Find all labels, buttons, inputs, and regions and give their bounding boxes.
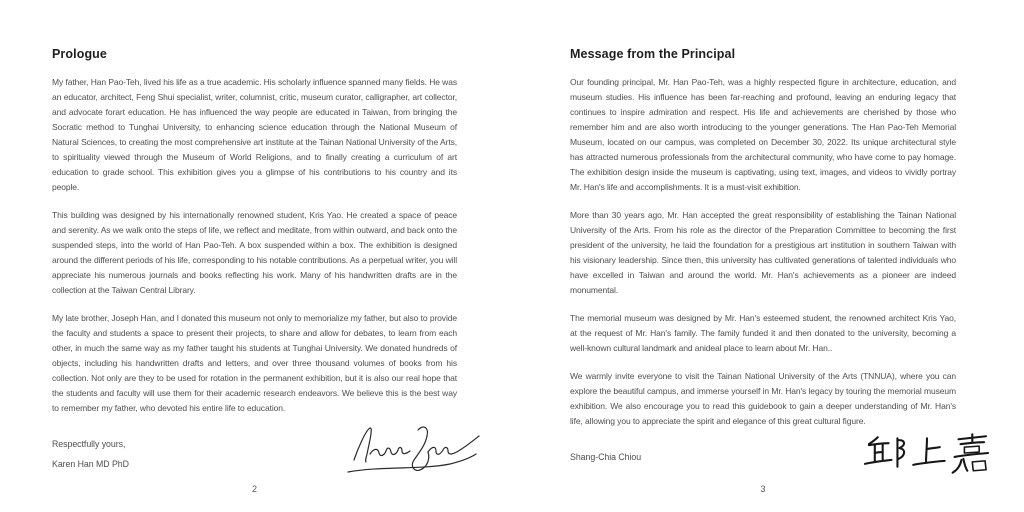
page-left	[52, 46, 457, 474]
principal-message-body	[570, 75, 956, 429]
principal-paragraph-2: More than 30 years ago, Mr. Han accepted the great responsibility of establishing the Tainan National University of the Arts. From his role as the director of the Preparation Committee to becoming the first president of the university, he laid the foundation for a prestigious art institution in southern Taiwan with his visionary leadership. Since then, this university has cultivated generations of talented individuals who have excelled in Taiwan and around the world. Mr. Han's achievements as a pioneer are indeed monumental.	[570, 210, 956, 295]
principal-name: Shang-Chia Chiou	[570, 452, 642, 462]
principal-paragraph-4: We warmly invite everyone to visit the Tainan National University of the Arts (TNNUA), where you can explore the beautiful campus, and immerse yourself in Mr. Han's legacy by touring the memorial museum exhibition. We also encourage you to read this guidebook to gain a deeper understanding of Mr. Han's life, allowing you to appreciate the spirit and elegance of this great cultural figure.	[570, 371, 956, 426]
principal-paragraph-3: The memorial museum was designed by Mr. Han's esteemed student, the renowned architect Kris Yao, at the request of Mr. Han's family. The family funded it and then donated to the university, becoming a well-known cultural landmark and anideal place to learn about Mr. Han..	[570, 313, 956, 353]
prologue-closing	[52, 434, 457, 474]
page-number-right: 3	[760, 484, 766, 494]
principal-message-heading: Message from the Principal	[570, 47, 736, 61]
prologue-paragraph-3: My late brother, Joseph Han, and I donated this museum not only to memorialize my father, but also to provide the faculty and students a space to present their projects, to share and allow for debates, to learn from each other, in much the same way as my father taught his students at Tunghai University. We donated hundreds of objects, including his handwritten drafts and letters, and over three thousand volumes of books from his collection. Not only are they to be used for rotation in the permanent exhibition, but it is also our real hope that the students and faculty will use them for their academic research endeavors. We believe this is the best way to remember my father, who devoted his entire life to education.	[52, 313, 457, 413]
principal-paragraph-1: Our founding principal, Mr. Han Pao-Teh, was a highly respected figure in architecture, education, and museum studies. His influence has been far-reaching and profound, leaving an enduring legacy that continues to inspire admiration and respect. His life and achievements are cherished by those who remember him and are also worth introducing to the younger generations. The Han Pao-Teh Memorial Museum, located on our campus, was completed on December 30, 2022. Its unique architectural style has attracted numerous professionals from the architectural community, who have come to pay homage. The exhibition design inside the museum is captivating, using text, images, and videos to vividly portray Mr. Han's life and accomplishments. It is a must-visit exhibition.	[570, 77, 956, 192]
prologue-paragraph-1: My father, Han Pao-Teh, lived his life as a true academic. His scholarly influence spanned many fields. He was an educator, architect, Feng Shui specialist, writer, columnist, critic, museum curator, calligrapher, art collector, and advocate forart education. He has influenced the way people are educated in Taiwan, from bringing the Socratic method to Tunghai University, to enhancing science education through the National Museum of Natural Sciences, to creating the most comprehensive art institute at the Tainan National University of the Arts, to spirituality viewed through the Museum of World Religions, and to finally creating a curriculum of art education to grade school. This exhibition gives you a glimpse of his contributions to his country and its people.	[52, 77, 457, 192]
prologue-paragraph-2: This building was designed by his internationally renowned student, Kris Yao. He created a space of peace and serenity. As we walk onto the steps of life, we reflect and meditate, from within outward, and back onto the suspended steps, into the world of Han Pao-Teh. A box suspended within a box. The exhibition is designed around the different periods of his life, corresponding to his notable contributions. As a perpetual writer, you will appreciate his numerous journals and books reflecting his work. Many of his handwritten drafts are in the collection at the Taiwan Central Library.	[52, 210, 457, 295]
page-number-left: 2	[251, 484, 257, 494]
closing-name: Karen Han MD PhD	[52, 459, 129, 469]
page-right	[570, 46, 956, 467]
principal-closing	[570, 447, 956, 467]
prologue-heading: Prologue	[52, 47, 107, 61]
prologue-body	[52, 75, 457, 416]
closing-salutation: Respectfully yours,	[52, 439, 126, 449]
